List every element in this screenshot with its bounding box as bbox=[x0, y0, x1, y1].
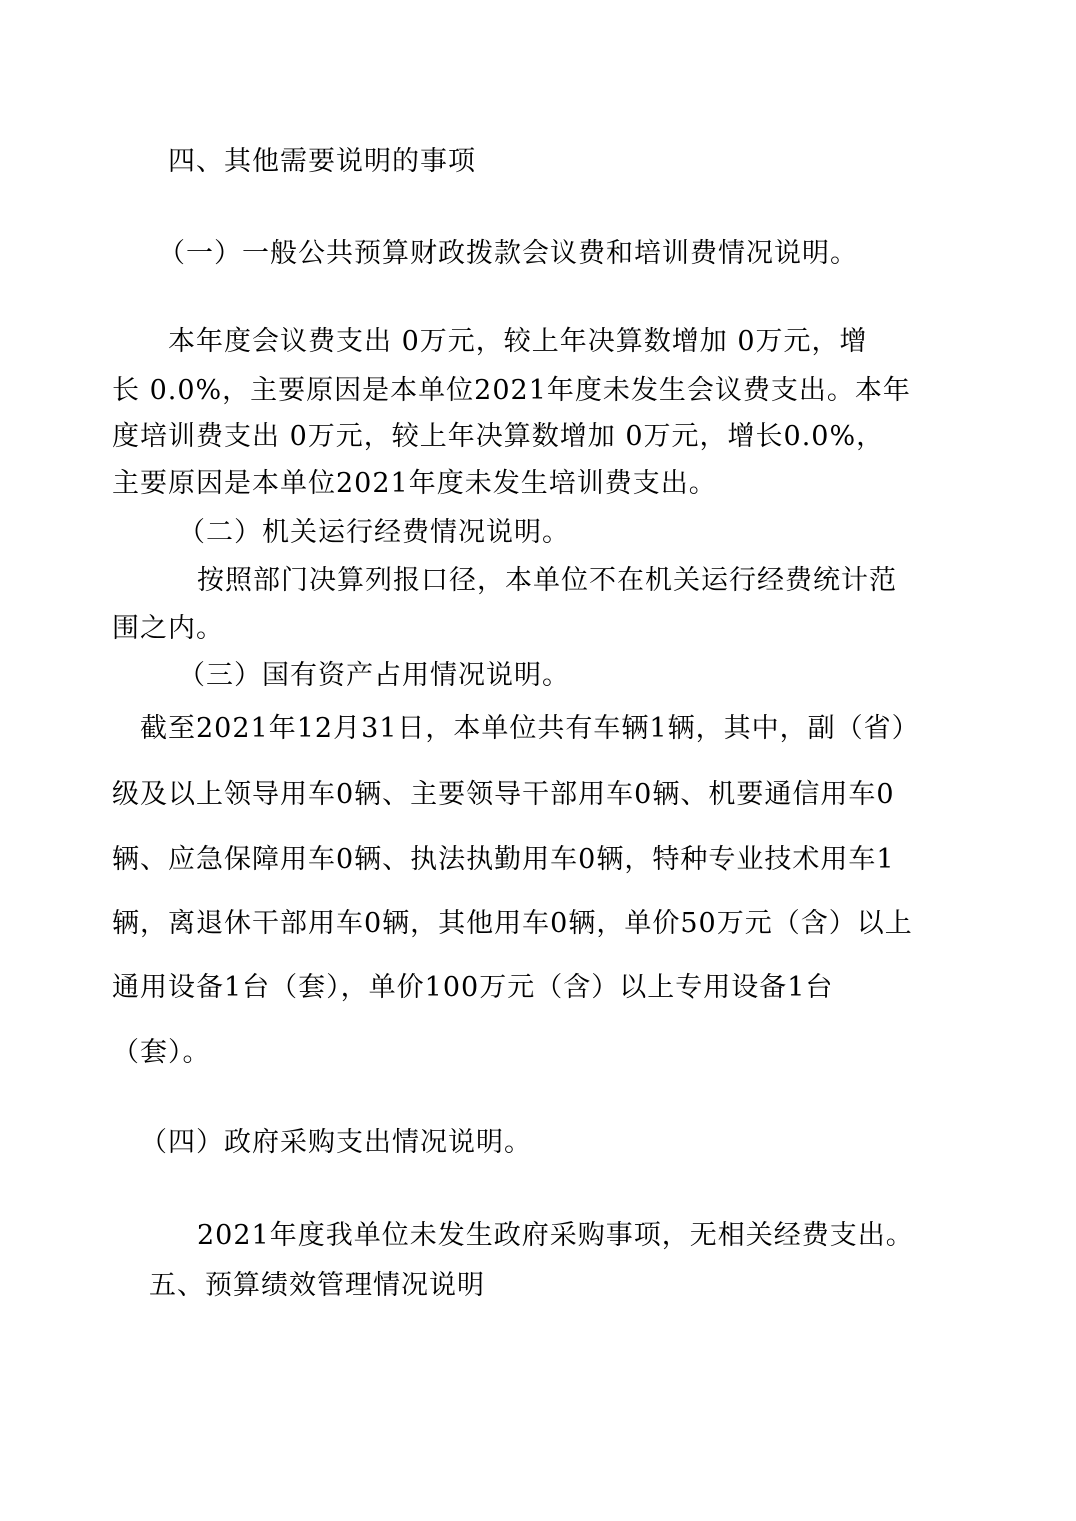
paragraph-line: 辆，离退休干部用车0辆，其他用车0辆，单价50万元（含）以上 bbox=[112, 908, 913, 939]
section-heading-4: 四、其他需要说明的事项 bbox=[168, 146, 476, 177]
paragraph-line: 2021年度我单位未发生政府采购事项，无相关经费支出。 bbox=[197, 1220, 914, 1251]
paragraph-line: 截至2021年12月31日，本单位共有车辆1辆，其中，副（省） bbox=[140, 713, 920, 744]
paragraph-line: 辆、应急保障用车0辆、执法执勤用车0辆，特种专业技术用车1 bbox=[112, 844, 895, 875]
paragraph-line: 长 0.0%，主要原因是本单位2021年度未发生会议费支出。本年 bbox=[112, 375, 911, 406]
paragraph-line: 主要原因是本单位2021年度未发生培训费支出。 bbox=[112, 468, 717, 499]
paragraph-line: 级及以上领导用车0辆、主要领导干部用车0辆、机要通信用车0 bbox=[112, 779, 895, 810]
paragraph-line: （套）。 bbox=[112, 1037, 211, 1068]
subsection-heading-2: （二）机关运行经费情况说明。 bbox=[178, 517, 570, 548]
paragraph-line: 按照部门决算列报口径，本单位不在机关运行经费统计范 bbox=[197, 565, 897, 596]
subsection-heading-3: （三）国有资产占用情况说明。 bbox=[178, 660, 570, 691]
paragraph-line: 本年度会议费支出 0万元，较上年决算数增加 0万元，增 bbox=[168, 326, 868, 357]
paragraph-line: 度培训费支出 0万元，较上年决算数增加 0万元，增长0.0%， bbox=[112, 421, 885, 452]
subsection-heading-1: （一）一般公共预算财政拨款会议费和培训费情况说明。 bbox=[158, 238, 858, 269]
subsection-heading-4: （四）政府采购支出情况说明。 bbox=[140, 1127, 532, 1158]
paragraph-line: 围之内。 bbox=[112, 613, 224, 644]
paragraph-line: 通用设备1台（套），单价100万元（含）以上专用设备1台 bbox=[112, 972, 834, 1003]
section-heading-5: 五、预算绩效管理情况说明 bbox=[149, 1270, 485, 1301]
